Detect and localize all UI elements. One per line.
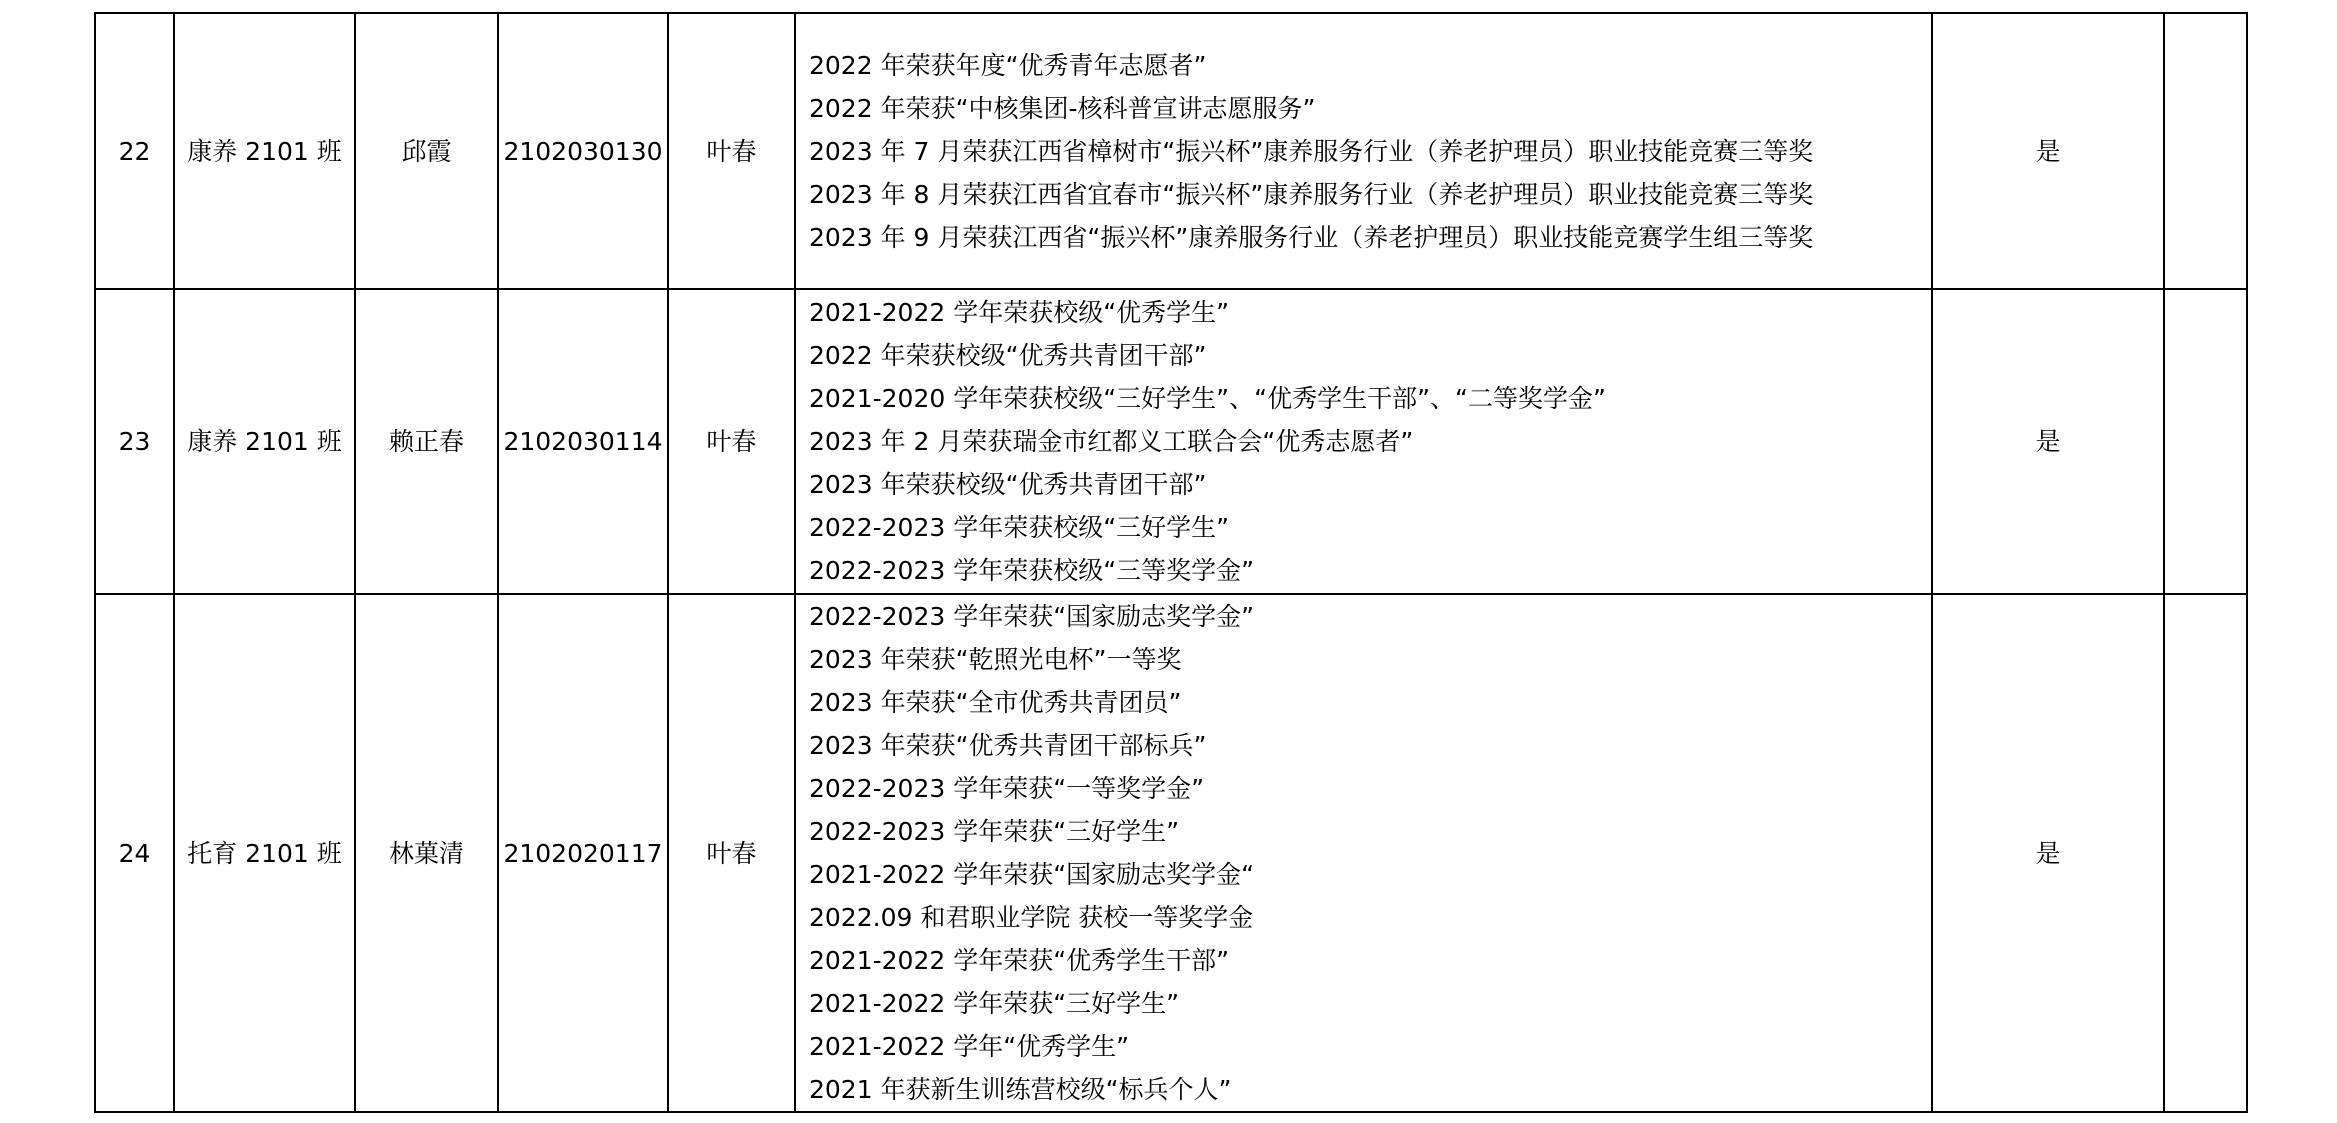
row-number: 24 [95, 594, 174, 1112]
award-item: 2023 年荣获“全市优秀共青团员” [809, 688, 1182, 717]
award-item: 2021-2022 学年荣获“优秀学生干部” [809, 946, 1230, 975]
award-item: 2023 年荣获“乾照光电杯”一等奖 [809, 645, 1182, 674]
award-item: 2021-2022 学年荣获“三好学生” [809, 989, 1180, 1018]
award-item: 2023 年 9 月荣获江西省“振兴杯”康养服务行业（养老护理员）职业技能竞赛学生组三等奖 [809, 222, 1814, 252]
award-item: 2022-2023 学年荣获“国家励志奖学金” [809, 602, 1255, 631]
class-cell: 康养 2101 班 [174, 289, 355, 594]
remark-cell [2164, 594, 2247, 1112]
award-item: 2022 年荣获“中核集团-核科普宣讲志愿服务” [809, 93, 1316, 123]
advisor-cell: 叶春 [668, 289, 795, 594]
awards-table [94, 12, 2248, 1113]
student-id-cell: 2102020117 [498, 594, 668, 1112]
award-item: 2022 年荣获校级“优秀共青团干部” [809, 341, 1207, 370]
qualified-cell: 是 [1932, 594, 2164, 1112]
award-item: 2021-2022 学年荣获“国家励志奖学金“ [809, 860, 1255, 889]
row-number: 22 [95, 13, 174, 289]
name-cell: 赖正春 [355, 289, 498, 594]
award-item: 2021-2022 学年荣获校级“优秀学生” [809, 298, 1230, 327]
qualified-cell: 是 [1932, 13, 2164, 289]
award-item: 2023 年荣获“优秀共青团干部标兵” [809, 731, 1207, 760]
award-item: 2021 年获新生训练营校级“标兵个人” [809, 1075, 1232, 1104]
student-id-cell: 2102030114 [498, 289, 668, 594]
remark-cell [2164, 289, 2247, 594]
award-item: 2022-2023 学年荣获校级“三好学生” [809, 513, 1230, 542]
qualified-cell: 是 [1932, 289, 2164, 594]
awards-cell [795, 289, 1932, 594]
award-item: 2023 年 7 月荣获江西省樟树市“振兴杯”康养服务行业（养老护理员）职业技能竞赛三等奖 [809, 136, 1814, 166]
class-cell: 康养 2101 班 [174, 13, 355, 289]
advisor-cell: 叶春 [668, 13, 795, 289]
award-item: 2023 年荣获校级“优秀共青团干部” [809, 470, 1207, 499]
awards-cell [795, 594, 1932, 1112]
award-item: 2023 年 2 月荣获瑞金市红都义工联合会“优秀志愿者” [809, 427, 1414, 456]
table-row [95, 289, 2247, 594]
row-number: 23 [95, 289, 174, 594]
class-cell: 托育 2101 班 [174, 594, 355, 1112]
name-cell: 邱霞 [355, 13, 498, 289]
table-row [95, 594, 2247, 1112]
award-item: 2022-2023 学年荣获“一等奖学金” [809, 774, 1205, 803]
awards-cell [795, 13, 1932, 289]
award-item: 2022.09 和君职业学院 获校一等奖学金 [809, 903, 1254, 932]
award-item: 2022 年荣获年度“优秀青年志愿者” [809, 50, 1207, 80]
award-item: 2022-2023 学年荣获“三好学生” [809, 817, 1180, 846]
remark-cell [2164, 13, 2247, 289]
award-item: 2023 年 8 月荣获江西省宜春市“振兴杯”康养服务行业（养老护理员）职业技能竞赛三等奖 [809, 179, 1814, 209]
award-item: 2021-2020 学年荣获校级“三好学生”、“优秀学生干部”、“二等奖学金” [809, 384, 1606, 413]
student-id-cell: 2102030130 [498, 13, 668, 289]
award-item: 2022-2023 学年荣获校级“三等奖学金” [809, 556, 1255, 585]
table-row [95, 13, 2247, 289]
award-item: 2021-2022 学年“优秀学生” [809, 1032, 1130, 1061]
name-cell: 林菓清 [355, 594, 498, 1112]
advisor-cell: 叶春 [668, 594, 795, 1112]
